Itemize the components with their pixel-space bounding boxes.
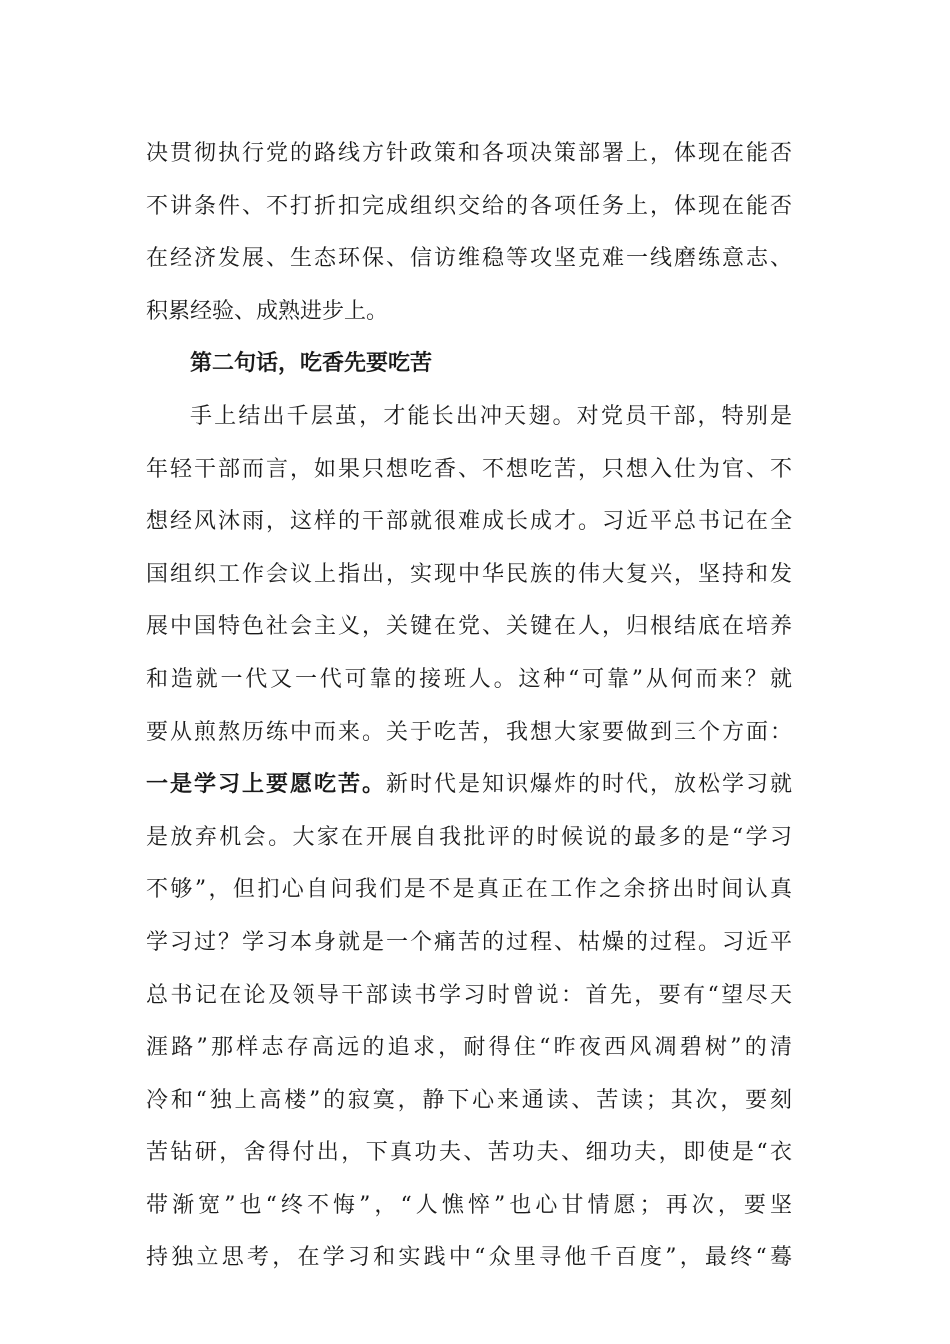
body-line: 冷和“独上高楼”的寂寞，静下心来通读、苦读；其次，要刻 <box>146 1087 792 1113</box>
body-line: 国组织工作会议上指出，实现中华民族的伟大复兴，坚持和发 <box>146 561 792 587</box>
body-line: 和造就一代又一代可靠的接班人。这种“可靠”从何而来？就 <box>146 666 792 692</box>
body-line: 在经济发展、生态环保、信访维稳等攻坚克难一线磨练意志、 <box>146 246 792 272</box>
body-line: 苦钻研，舍得付出，下真功夫、苦功夫、细功夫，即使是“衣 <box>146 1140 792 1166</box>
section-heading: 第二句话，吃香先要吃苦 <box>190 351 433 377</box>
body-line: 要从煎熬历练中而来。关于吃苦，我想大家要做到三个方面： <box>146 719 792 745</box>
body-line: 决贯彻执行党的路线方针政策和各项决策部署上，体现在能否 <box>146 141 792 166</box>
body-line: 持独立思考，在学习和实践中“众里寻他千百度”，最终“蓦 <box>146 1245 792 1271</box>
body-line: 带渐宽”也“终不悔”，“人憔悴”也心甘情愿；再次，要坚 <box>146 1192 792 1218</box>
bold-lead: 一是学习上要愿吃苦。 <box>146 772 386 798</box>
body-line: 积累经验、成熟进步上。 <box>146 298 389 324</box>
body-line: 学习过？学习本身就是一个痛苦的过程、枯燥的过程。习近平 <box>146 929 792 955</box>
body-text: 新时代是知识爆炸的时代，放松学习就 <box>386 772 792 798</box>
body-line: 总书记在论及领导干部读书学习时曾说：首先，要有“望尽天 <box>146 982 792 1008</box>
body-line: 涯路”那样志存高远的追求，耐得住“昨夜西风凋碧树”的清 <box>146 1035 792 1061</box>
body-line: 手上结出千层茧，才能长出冲天翅。对党员干部，特别是 <box>190 403 792 429</box>
document-body <box>146 128 792 1285</box>
body-line: 不够”，但扪心自问我们是不是真正在工作之余挤出时间认真 <box>146 877 792 903</box>
body-line-with-lead <box>146 759 792 812</box>
body-line: 年轻干部而言，如果只想吃香、不想吃苦，只想入仕为官、不 <box>146 456 792 482</box>
body-line: 是放弃机会。大家在开展自我批评的时候说的最多的是“学习 <box>146 824 792 850</box>
body-line: 想经风沐雨，这样的干部就很难成长成才。习近平总书记在全 <box>146 509 792 535</box>
body-line: 展中国特色社会主义，关键在党、关键在人，归根结底在培养 <box>146 614 792 640</box>
body-line: 不讲条件、不打折扣完成组织交给的各项任务上，体现在能否 <box>146 193 792 219</box>
